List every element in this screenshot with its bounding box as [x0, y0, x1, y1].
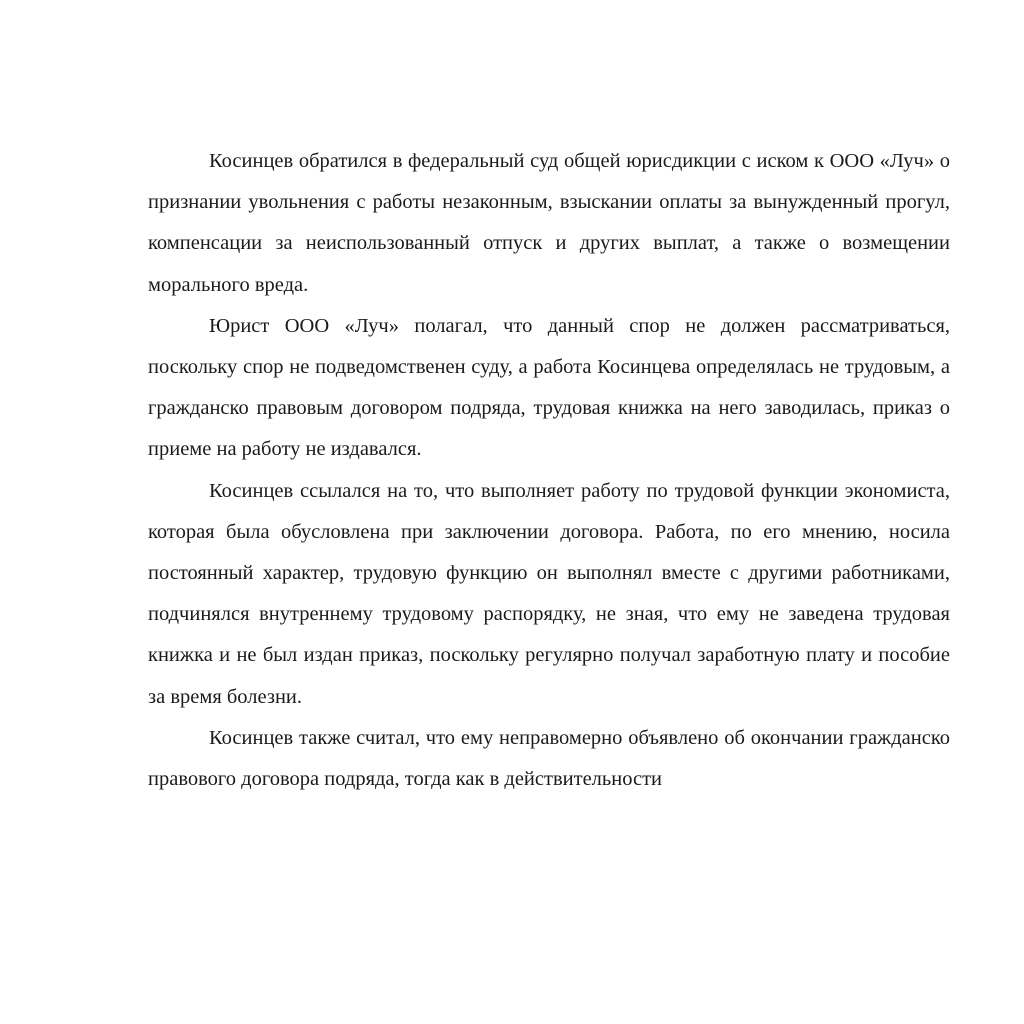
paragraph-2: Юрист ООО «Луч» полагал, что данный спор не должен рассматриваться, поскольку спор не подведомственен суду, а работа Косинцева определялась не трудовым, а гражданско правовым договором подряда, трудовая книжка на него заводилась, приказ о приеме на работу не издавался. — [148, 314, 950, 461]
paragraph-4: Косинцев также считал, что ему неправомерно объявлено об окончании гражданско правового договора подряда, тогда как в действительности — [148, 726, 950, 791]
document-body — [148, 141, 950, 800]
paragraph-1: Косинцев обратился в федеральный суд общей юрисдикции с иском к ООО «Луч» о признании увольнения с работы незаконным, взыскании оплаты за вынужденный прогул, компенсации за неиспользованный отпуск и других выплат, а также о возмещении морального вреда. — [148, 150, 950, 296]
paragraph-3: Косинцев ссылался на то, что выполняет работу по трудовой функции экономиста, которая была обусловлена при заключении договора. Работа, по его мнению, носила постоянный характер, трудовую функцию он выполнял вместе с другими работниками, подчинялся внутреннему трудовому распорядку, не зная, что ему не заведена трудовая книжка и не был издан приказ, поскольку регулярно получал заработную плату и пособие за время болезни. — [148, 479, 950, 708]
